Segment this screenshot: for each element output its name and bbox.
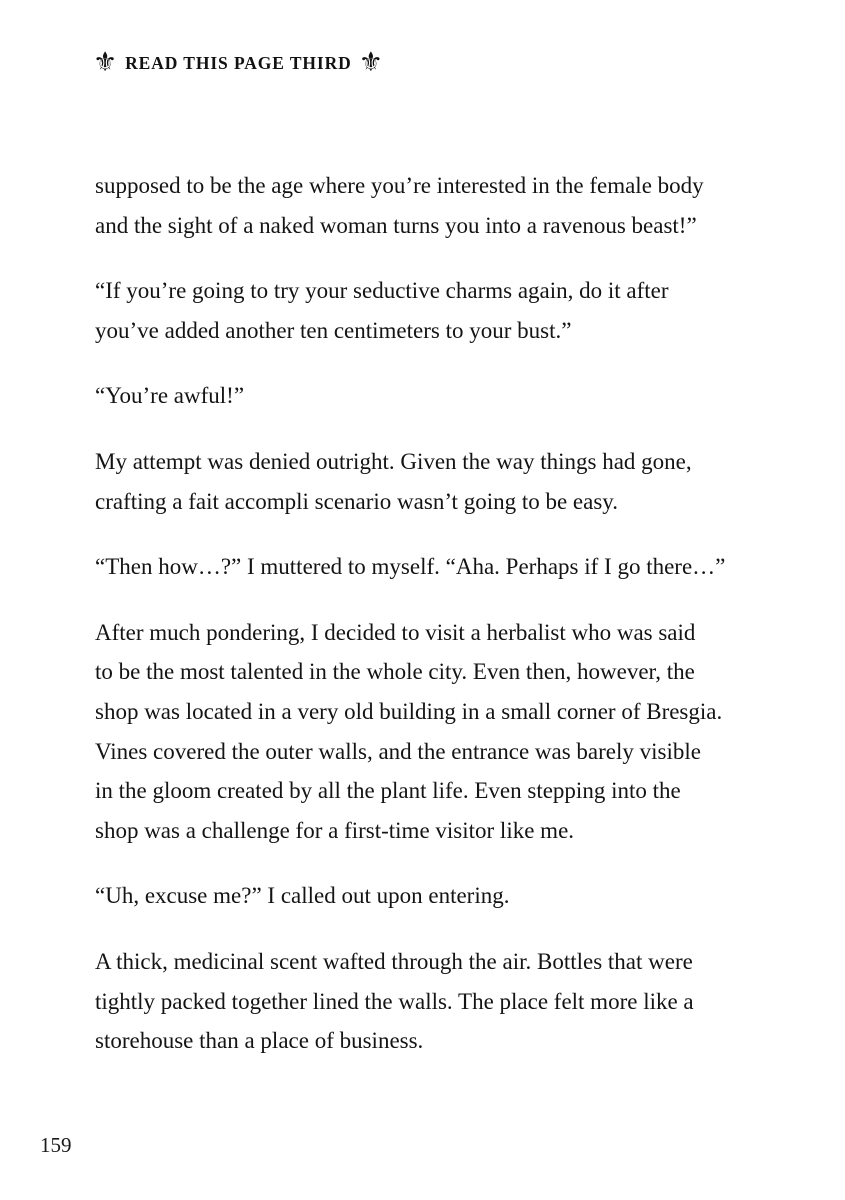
paragraph (95, 613, 727, 851)
text-line: “You’re awful!” (95, 383, 245, 409)
text-line: “Uh, excuse me?” I called out upon entering. (95, 883, 510, 909)
fleur-de-lis-icon: ⚜ (358, 47, 384, 78)
page-header-label: READ THIS PAGE THIRD (125, 53, 352, 73)
text-line: you’ve added another ten centimeters to your bust.” (95, 317, 572, 343)
text-line: to be the most talented in the whole city. Even then, however, the (95, 659, 695, 685)
text-line: tightly packed together lined the walls. The place felt more like a (95, 988, 694, 1014)
text-line: My attempt was denied outright. Given the way things had gone, (95, 448, 692, 474)
text-line: “Then how…?” I muttered to myself. “Aha. Perhaps if I go there…” (95, 554, 726, 580)
text-line: and the sight of a naked woman turns you into a ravenous beast!” (95, 212, 697, 238)
paragraph (95, 942, 727, 1061)
text-line: Vines covered the outer walls, and the entrance was barely visible (95, 738, 701, 764)
paragraph (95, 547, 727, 587)
page-header (93, 47, 384, 78)
text-line: shop was located in a very old building in a small corner of Bresgia. (95, 698, 723, 724)
page-number: 159 (40, 1133, 72, 1157)
text-line: After much pondering, I decided to visit a herbalist who was said (95, 619, 696, 645)
page-footer (40, 1133, 72, 1158)
text-line: supposed to be the age where you’re interested in the female body (95, 173, 704, 198)
text-line: “If you’re going to try your seductive charms again, do it after (95, 278, 669, 304)
paragraph (95, 166, 727, 245)
text-line: crafting a fait accompli scenario wasn’t going to be easy. (95, 488, 619, 514)
text-line: in the gloom created by all the plant life. Even stepping into the (95, 778, 681, 804)
text-line: shop was a challenge for a first-time visitor like me. (95, 817, 575, 843)
text-line: A thick, medicinal scent wafted through the air. Bottles that were (95, 948, 693, 974)
page-body (95, 166, 727, 1087)
paragraph (95, 271, 727, 350)
paragraph (95, 876, 727, 916)
paragraph (95, 376, 727, 416)
text-line: storehouse than a place of business. (95, 1028, 424, 1054)
paragraph (95, 442, 727, 521)
fleur-de-lis-icon: ⚜ (93, 47, 119, 78)
